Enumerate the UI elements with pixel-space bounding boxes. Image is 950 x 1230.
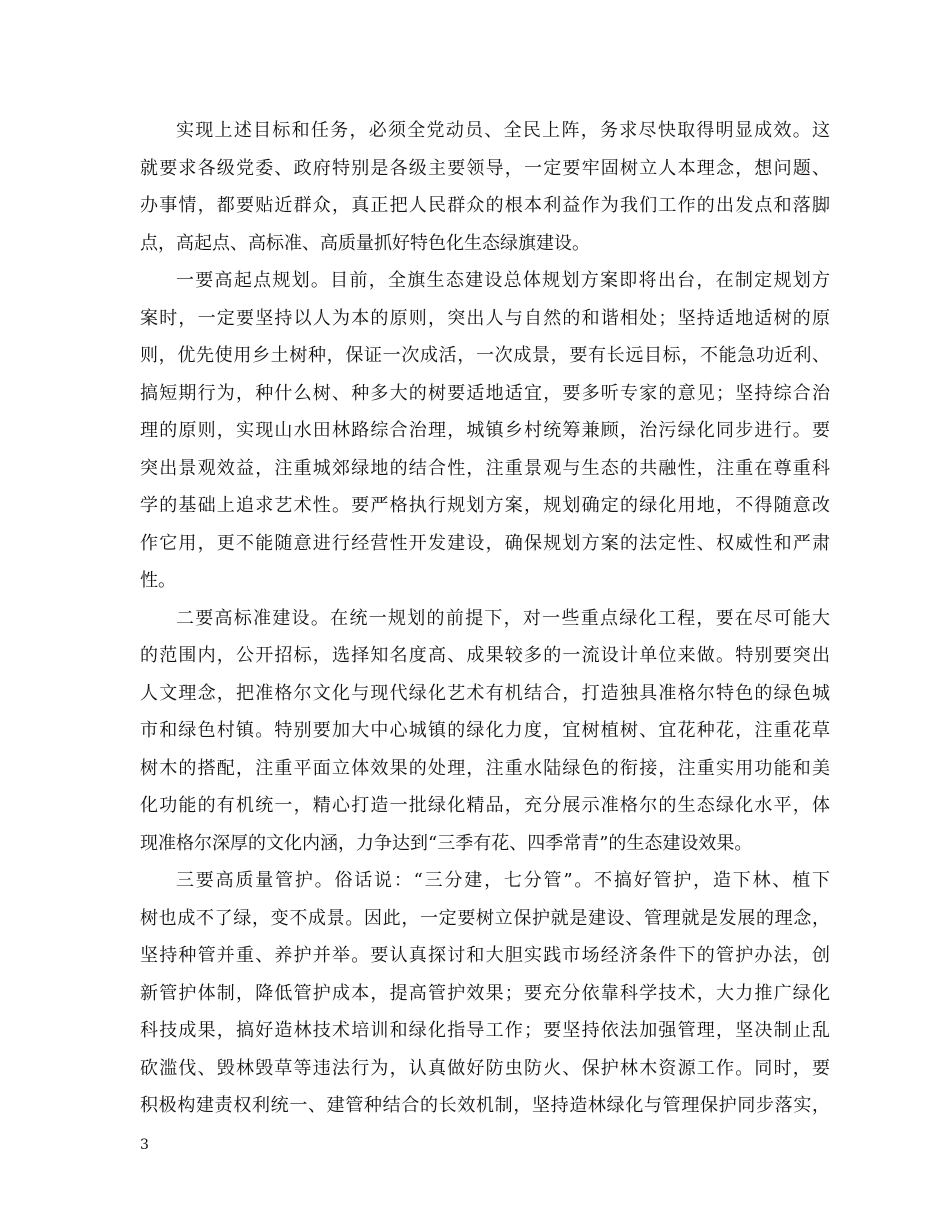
paragraph-1-line-4: 点，高起点、高标准、高质量抓好特色化生态绿旗建设。 [140,232,590,254]
paragraph-2-line-3: 则，优先使用乡土树种，保证一次成活，一次成景，要有长远目标，不能急功近利、 [140,345,830,366]
paragraph-2-line-7: 学的基础上追求艺术性。要严格执行规划方案，规划确定的绿化用地，不得随意改 [140,495,830,516]
paragraph-4-line-4: 新管护体制，降低管护成本，提高管护效果；要充分依靠科学技术，大力推广绿化 [140,982,830,1004]
paragraph-2-line-9: 性。 [140,570,176,591]
paragraph-3-line-5: 树木的搭配，注重平面立体效果的处理，注重水陆绿色的衔接，注重实用功能和美 [140,757,830,779]
paragraph-4-line-2: 树也成不了绿，变不成景。因此，一定要树立保护就是建设、管理就是发展的理念， [140,907,830,929]
paragraph-3-line-1: 二要高标准建设。在统一规划的前提下，对一些重点绿化工程，要在尽可能大 [176,607,830,629]
paragraph-3-line-3: 人文理念，把准格尔文化与现代绿化艺术有机结合，打造独具准格尔特色的绿色城 [140,682,830,704]
paragraph-4-line-1: 三要高质量管护。俗话说：“三分建，七分管”。不搞好管护，造下林、植下 [176,870,830,891]
paragraph-2-line-2: 案时，一定要坚持以人为本的原则，突出人与自然的和谐相处；坚持适地适树的原 [140,307,830,329]
paragraph-4-line-5: 科技成果，搞好造林技术培训和绿化指导工作；要坚持依法加强管理，坚决制止乱 [140,1020,830,1041]
paragraph-2-line-4: 搞短期行为，种什么树、种多大的树要适地适宜，要多听专家的意见；坚持综合治 [140,382,830,404]
paragraph-4-line-7: 积极构建责权利统一、建管种结合的长效机制，坚持造林绿化与管理保护同步落实， [140,1095,830,1116]
paragraph-3-line-6: 化功能的有机统一，精心打造一批绿化精品，充分展示准格尔的生态绿化水平，体 [140,795,830,816]
paragraph-4-line-6: 砍滥伐、毁林毁草等违法行为，认真做好防虫防火、保护林木资源工作。同时，要 [140,1057,830,1079]
paragraph-1-line-2: 就要求各级党委、政府特别是各级主要领导，一定要牢固树立人本理念，想问题、 [140,157,830,179]
paragraph-2-line-6: 突出景观效益，注重城郊绿地的结合性，注重景观与生态的共融性，注重在尊重科 [140,457,830,479]
paragraph-2-line-5: 理的原则，实现山水田林路综合治理，城镇乡村统筹兼顾，治污绿化同步进行。要 [140,420,830,441]
paragraph-2-line-8: 作它用，更不能随意进行经营性开发建设，确保规划方案的法定性、权威性和严肃 [140,532,830,554]
paragraph-3-line-4: 市和绿色村镇。特别要加大中心城镇的绿化力度，宜树植树、宜花种花，注重花草 [140,720,830,741]
paragraph-2-line-1: 一要高起点规划。目前，全旗生态建设总体规划方案即将出台，在制定规划方 [176,270,830,291]
paragraph-3-line-7: 现准格尔深厚的文化内涵，力争达到“三季有花、四季常青”的生态建设效果。 [140,832,753,854]
body-text [140,112,830,1125]
page-number: 3 [140,1137,149,1153]
paragraph-1-line-1: 实现上述目标和任务，必须全党动员、全民上阵，务求尽快取得明显成效。这 [176,120,830,141]
paragraph-4-line-3: 坚持种管并重、养护并举。要认真探讨和大胆实践市场经济条件下的管护办法，创 [140,945,830,966]
paragraph-3-line-2: 的范围内，公开招标，选择知名度高、成果较多的一流设计单位来做。特别要突出 [140,645,830,666]
paragraph-1-line-3: 办事情，都要贴近群众，真正把人民群众的根本利益作为我们工作的出发点和落脚 [140,195,830,216]
